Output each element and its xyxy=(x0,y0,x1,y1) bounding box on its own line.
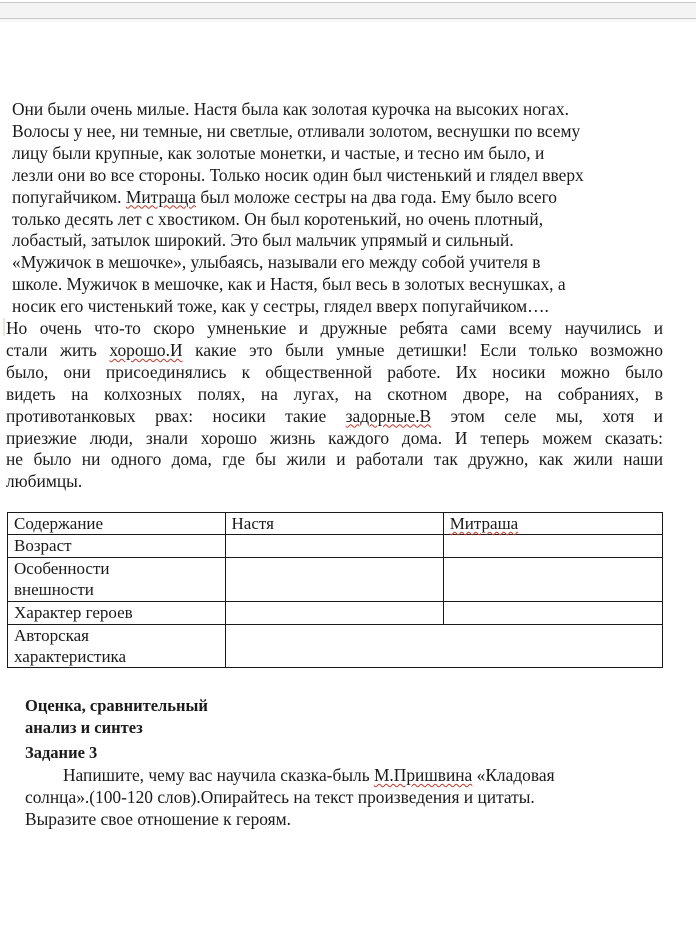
answer-cell[interactable] xyxy=(225,535,443,558)
header-cell-mitrasha xyxy=(443,513,662,535)
text-segment: попугайчиком. xyxy=(12,186,126,207)
text-line: «Мужичок в мешочке», улыбаясь, называли его между собой учителя в xyxy=(12,252,541,273)
table-header-row xyxy=(8,513,663,535)
answer-cell[interactable] xyxy=(443,535,662,558)
header-cell-nastya: Настя xyxy=(225,513,443,535)
heading-line: Оценка, сравнительный xyxy=(25,696,208,715)
text-line xyxy=(25,764,665,786)
text-line: лезли они во все стороны. Только носик один был чистенький и глядел вверх xyxy=(12,164,584,185)
row-label-line: Особенности xyxy=(14,559,110,578)
text-segment: противотанковых рвах: носики такие xyxy=(6,405,346,426)
text-segment: какие это были умные детишки! Если только возможно xyxy=(182,339,664,360)
text-segment: был моложе сестры на два года. Ему было всего xyxy=(195,186,557,207)
row-label: Характер героев xyxy=(8,602,226,625)
misspelled-word[interactable]: М.Пришвина xyxy=(373,765,473,785)
text-line: любимцы. xyxy=(6,471,83,492)
answer-cell[interactable] xyxy=(443,558,662,602)
text-line xyxy=(12,187,672,209)
text-line: только десять лет с хвостиком. Он был коротенький, но очень плотный, xyxy=(12,208,544,229)
text-line: Но очень что-то скоро умненькие и дружные ребята сами всему научились и xyxy=(6,318,663,338)
text-line: Волосы у нее, ни темные, ни светлые, отливали золотом, веснушки по всему xyxy=(12,120,581,141)
text-line: Они были очень милые. Настя была как золотая курочка на высоких ногах. xyxy=(12,99,569,119)
row-label-line: характеристика xyxy=(14,647,127,666)
text-line xyxy=(6,340,663,362)
table-row xyxy=(8,602,663,625)
comparison-table xyxy=(7,512,663,668)
answer-cell[interactable] xyxy=(443,602,662,625)
text-segment: «Кладовая xyxy=(472,765,555,785)
table-row xyxy=(8,558,663,602)
table-row xyxy=(8,535,663,558)
text-line: солнца».(100-120 слов).Опирайтесь на текст произведения и цитаты. xyxy=(25,787,535,807)
heading-line: анализ и синтез xyxy=(25,718,143,737)
text-line: лицу были крупные, как золотые монетки, и частые, и тесно им было, и xyxy=(12,142,545,163)
text-line: лобастый, затылок широкий. Это был мальчик упрямый и сильный. xyxy=(12,230,514,251)
passage-paragraph-1 xyxy=(12,99,672,318)
misspelled-word[interactable]: хорошо.И xyxy=(109,339,183,360)
section-heading xyxy=(25,695,208,739)
text-line: носик его чистенький тоже, как у сестры, глядел вверх попугайчиком…. xyxy=(12,296,549,317)
answer-cell[interactable] xyxy=(225,558,443,602)
table-row xyxy=(8,625,663,668)
answer-cell[interactable] xyxy=(225,602,443,625)
text-segment: стали жить xyxy=(6,339,110,360)
text-line: видеть на колхозных полях, на лугах, на скотном дворе, на собраниях, в xyxy=(6,383,663,404)
paragraph-marker xyxy=(3,318,5,336)
row-label xyxy=(8,558,226,602)
text-line: было, они присоединялись к общественной работе. Их носики можно было xyxy=(6,361,663,382)
row-label-line: внешности xyxy=(14,580,94,599)
viewer-top-bar-shadow xyxy=(0,19,696,22)
text-line xyxy=(6,406,663,428)
row-label: Возраст xyxy=(8,535,226,558)
misspelled-word[interactable]: задорные.В xyxy=(345,405,432,426)
text-line: Выразите свое отношение к героям. xyxy=(25,809,292,829)
header-cell-content: Содержание xyxy=(8,513,226,535)
row-label-line: Авторская xyxy=(14,626,89,645)
task-title: Задание 3 xyxy=(25,743,98,762)
row-label xyxy=(8,625,226,668)
viewer-top-bar xyxy=(0,2,696,19)
text-line: приезжие люди, знали хорошо жизнь каждого дома. И теперь можем сказать: xyxy=(6,427,663,448)
task-text xyxy=(25,764,665,830)
misspelled-word[interactable]: Митраша xyxy=(449,514,519,533)
text-line: не было ни одного дома, где бы жили и работали так дружно, как жили наши xyxy=(6,449,663,470)
text-segment: этом селе мы, хотя и xyxy=(431,405,663,426)
text-line: школе. Мужичок в мешочке, как и Настя, был весь в золотых веснушках, а xyxy=(12,274,566,295)
misspelled-word[interactable]: Митраща xyxy=(125,186,196,207)
answer-cell-merged[interactable] xyxy=(225,625,662,668)
passage-paragraph-2 xyxy=(6,318,663,493)
text-segment: Напишите, чему вас научила сказка-быль xyxy=(63,765,374,785)
